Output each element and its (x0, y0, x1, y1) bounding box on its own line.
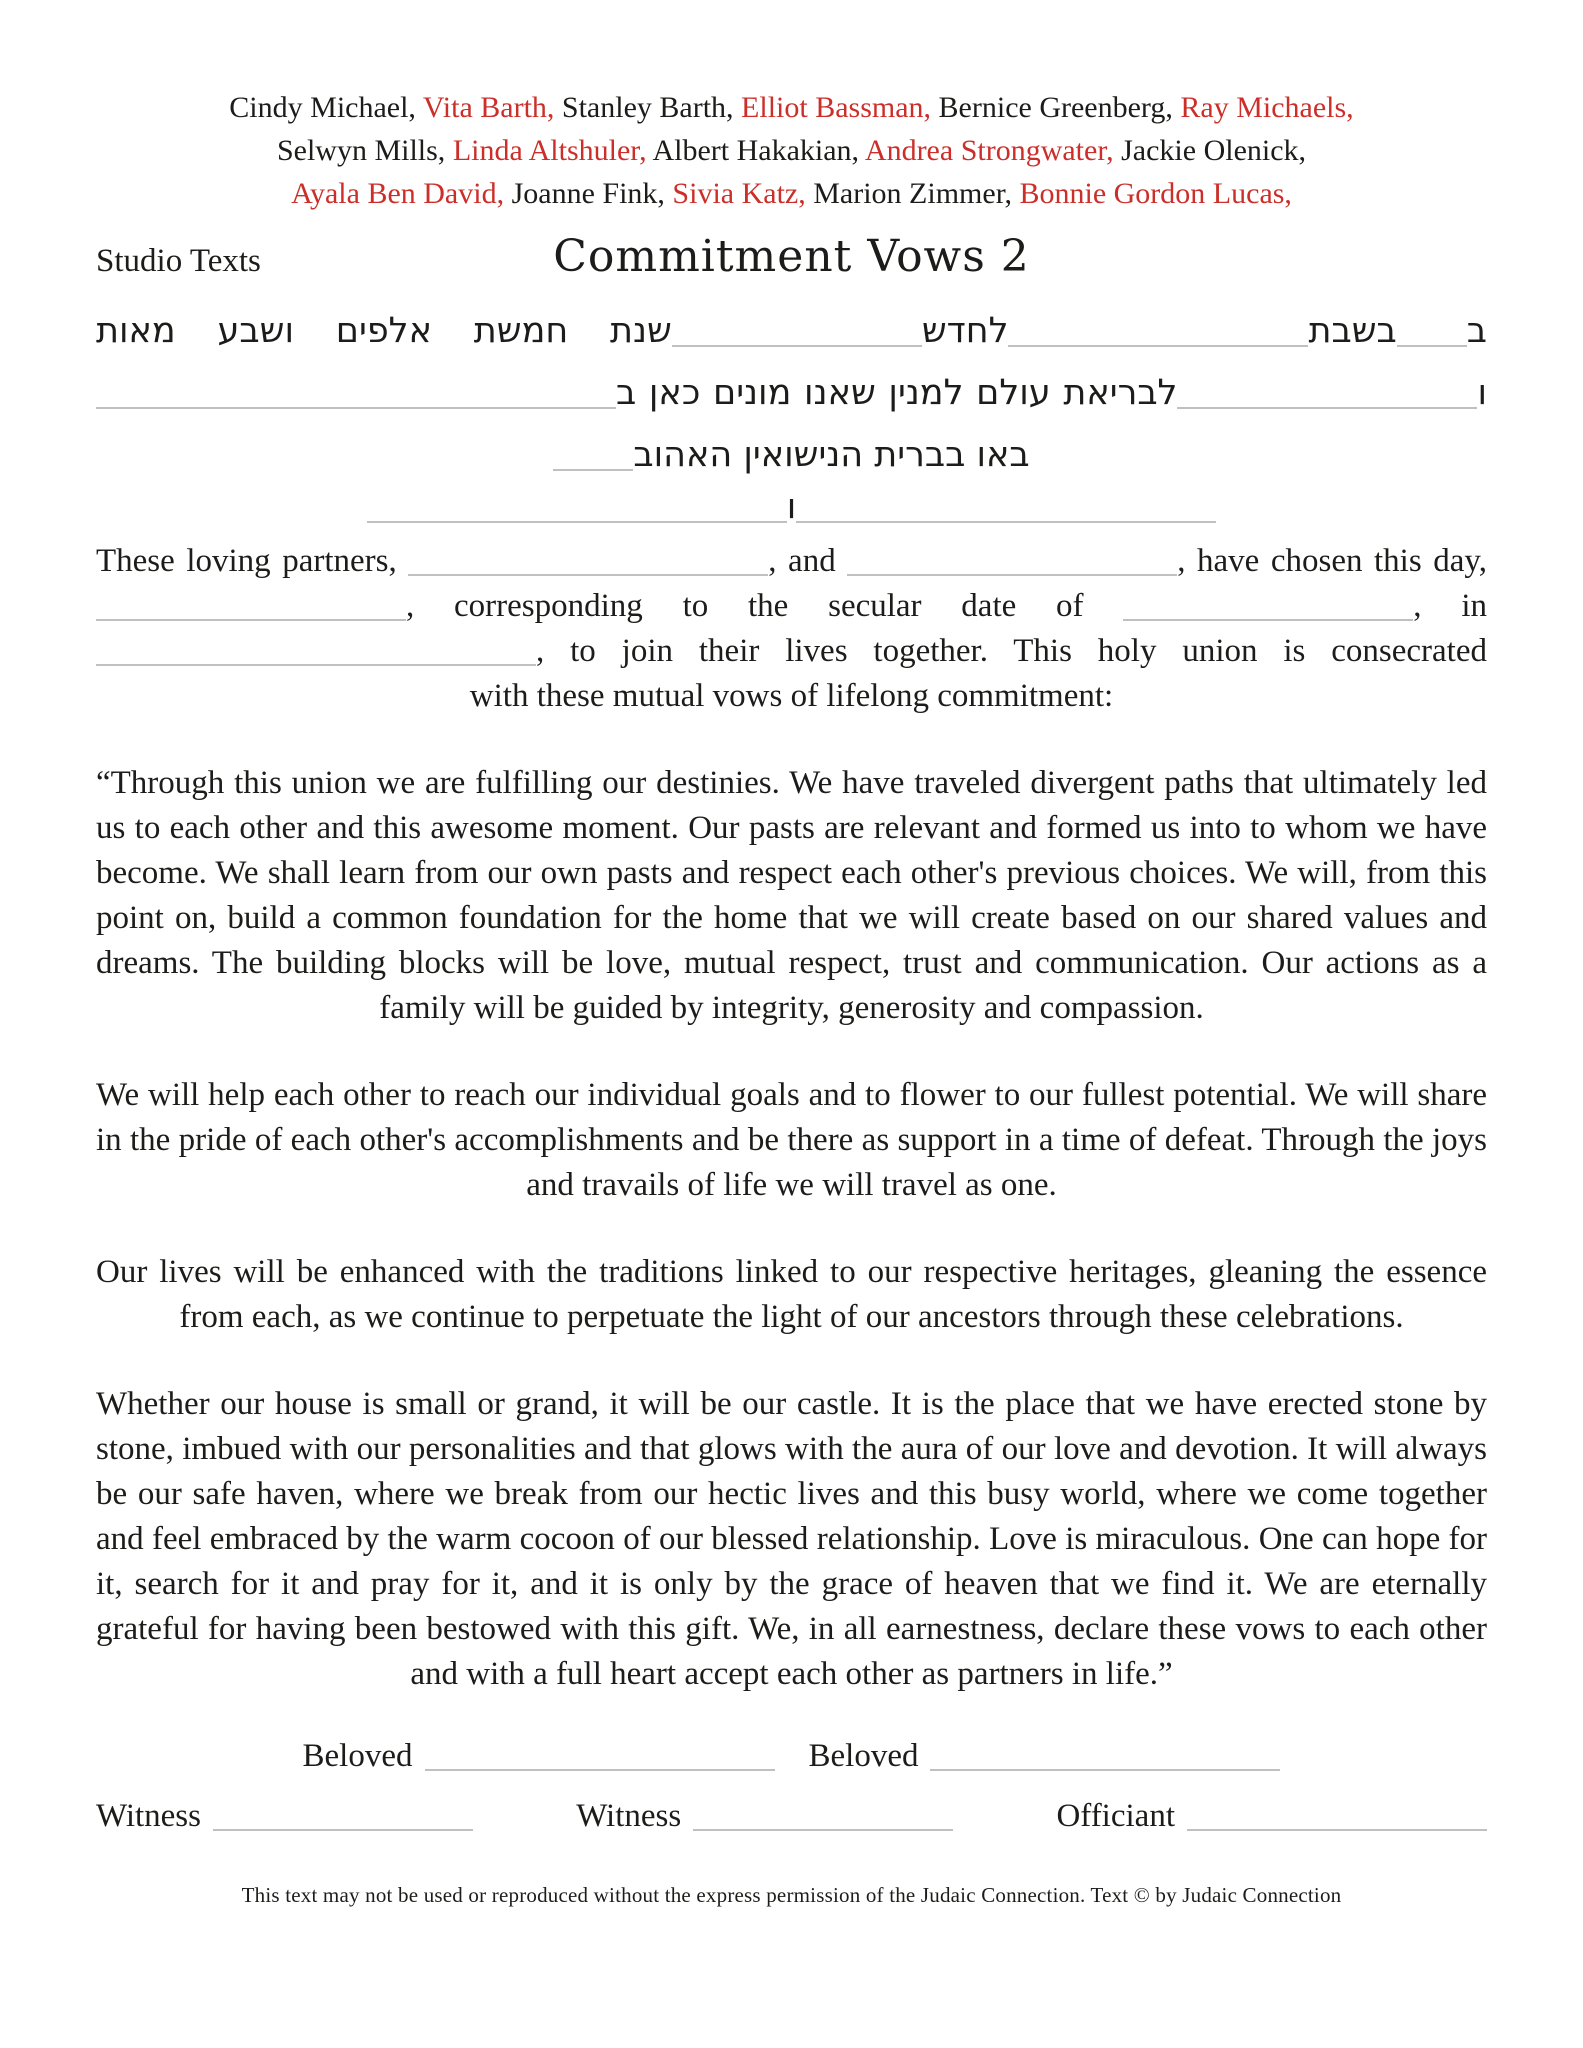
artist-name: Selwyn Mills, (276, 134, 446, 167)
artist-name: Linda Altshuler, (452, 134, 647, 167)
beloved-signature-blank (930, 1763, 1280, 1771)
artist-name: Ayala Ben David, (291, 177, 505, 210)
text-segment: , corresponding to the secular date of (406, 588, 1124, 624)
hebrew-line-covenant (96, 429, 1487, 481)
text-segment: לחדש (921, 311, 1009, 351)
beloved-signature-row (96, 1733, 1487, 1779)
artist-name: Albert Hakakian, (652, 134, 860, 167)
artist-name: Bonnie Gordon Lucas, (1019, 177, 1292, 210)
artist-names-line-2 (96, 129, 1487, 172)
hebrew-names-line (96, 483, 1487, 531)
fill-in-blank (96, 401, 616, 409)
fill-in-blank (847, 568, 1177, 576)
hebrew-line-date (96, 305, 1487, 357)
intro-closing-line: with these mutual vows of lifelong commitment: (469, 678, 1114, 714)
text-segment: ו (786, 487, 797, 527)
hebrew-line-creation (96, 367, 1487, 419)
beloved-label: Beloved (808, 1738, 919, 1774)
artist-name: Stanley Barth, (561, 91, 734, 124)
beloved-pair-2 (809, 1733, 1281, 1779)
witness-signature-blank (693, 1823, 953, 1831)
fill-in-blank (408, 568, 768, 576)
artist-name: Bernice Greenberg, (938, 91, 1173, 124)
artist-name: Cindy Michael, (229, 91, 416, 124)
intro-fill-in-paragraph (96, 539, 1487, 674)
artist-name: Elliot Bassman, (741, 91, 932, 124)
fill-in-blank (1177, 401, 1477, 409)
vow-paragraph-1: “Through this union we are fulfilling our destinies. We have traveled divergent paths that ultimately led us to each other and this awesome moment. Our pasts are relevant and formed us into to whom we have become. We shall learn from our own pasts and respect each other's previous choices. We will, from this point on, build a common foundation for the home that we will create based on our shared values and dreams. The building blocks will be love, mutual respect, trust and communication. Our actions as a family will be guided by integrity, generosity and compassion. (96, 765, 1487, 1026)
text-segment: בשבת (1308, 311, 1397, 351)
fill-in-blank (1397, 339, 1467, 347)
witness-label: Witness (576, 1798, 682, 1834)
text-segment: These loving partners, (96, 543, 409, 579)
beloved-label: Beloved (302, 1738, 413, 1774)
witness-pair-1 (96, 1793, 473, 1839)
text-segment: ב (1466, 311, 1487, 351)
fill-in-blank (1123, 613, 1413, 621)
vow-paragraph-3: Our lives will be enhanced with the traditions linked to our respective heritages, gleaning the essence from each, as we continue to perpetuate the light of our ancestors through these celebrations. (96, 1254, 1487, 1335)
officiant-label: Officiant (1056, 1798, 1175, 1834)
witness-pair-2 (576, 1793, 953, 1839)
text-segment: לבריאת עולם למנין שאנו מונים כאן ב (616, 373, 1178, 413)
artist-name: Ray Michaels, (1180, 91, 1354, 124)
beloved-pair-1 (303, 1733, 775, 1779)
officiant-pair (1056, 1793, 1487, 1839)
artist-name: Vita Barth, (422, 91, 555, 124)
fill-in-blank (796, 515, 1216, 523)
text-segment: , have chosen this day, (1177, 543, 1487, 579)
masthead (96, 231, 1487, 295)
artist-name: Marion Zimmer, (813, 177, 1012, 210)
copyright-notice: This text may not be used or reproduced without the express permission of the Judaic Connection. Text © by Judaic Connection (241, 1883, 1342, 1907)
artist-name: Jackie Olenick, (1121, 134, 1307, 167)
text-segment: , in (1413, 588, 1487, 624)
fill-in-blank (96, 658, 536, 666)
vow-paragraph-4: Whether our house is small or grand, it will be our castle. It is the place that we have erected stone by stone, imbued with our personalities and that glows with the aura of our love and devotion. It will always be our safe haven, where we break from our hectic lives and this busy world, where we come together and feel embraced by the warm cocoon of our blessed relationship. Love is miraculous. One can hope for it, search for it and pray for it, and it is only by the grace of heaven that we find it. We are eternally grateful for having been bestowed with this gift. We, in all earnestness, declare these vows to each other and with a full heart accept each other as partners in life.” (96, 1386, 1487, 1692)
witness-signature-blank (213, 1823, 473, 1831)
witness-label: Witness (96, 1798, 201, 1834)
artist-name: Sivia Katz, (672, 177, 806, 210)
text-segment: שנת חמשת אלפים ושבע מאות (96, 311, 672, 351)
artist-name: Andrea Strongwater, (864, 134, 1114, 167)
artist-names (96, 86, 1487, 215)
fill-in-blank (367, 515, 787, 523)
artist-names-line-3 (96, 172, 1487, 215)
fill-in-blank (672, 339, 922, 347)
text-segment: , and (768, 543, 848, 579)
artist-name: Joanne Fink, (511, 177, 665, 210)
fill-in-blank (1008, 339, 1308, 347)
document-title: Commitment Vows 2 (553, 231, 1030, 282)
artist-names-line-1 (96, 86, 1487, 129)
studio-label: Studio Texts (96, 243, 261, 279)
vow-paragraph-2: We will help each other to reach our individual goals and to flower to our fullest potential. We will share in the pride of each other's accomplishments and be there as support in a time of defeat. Through the joys and travails of life we will travel as one. (96, 1077, 1487, 1203)
text-segment: באו בברית הנישואין האהוב (633, 435, 1030, 475)
text-segment: , to join their lives together. This holy union is consecrated (536, 633, 1487, 669)
beloved-signature-blank (425, 1763, 775, 1771)
officiant-signature-blank (1187, 1823, 1487, 1831)
text-segment: ו (1477, 373, 1487, 413)
witness-signature-row (96, 1793, 1487, 1839)
fill-in-blank (553, 463, 633, 471)
fill-in-blank (96, 613, 406, 621)
